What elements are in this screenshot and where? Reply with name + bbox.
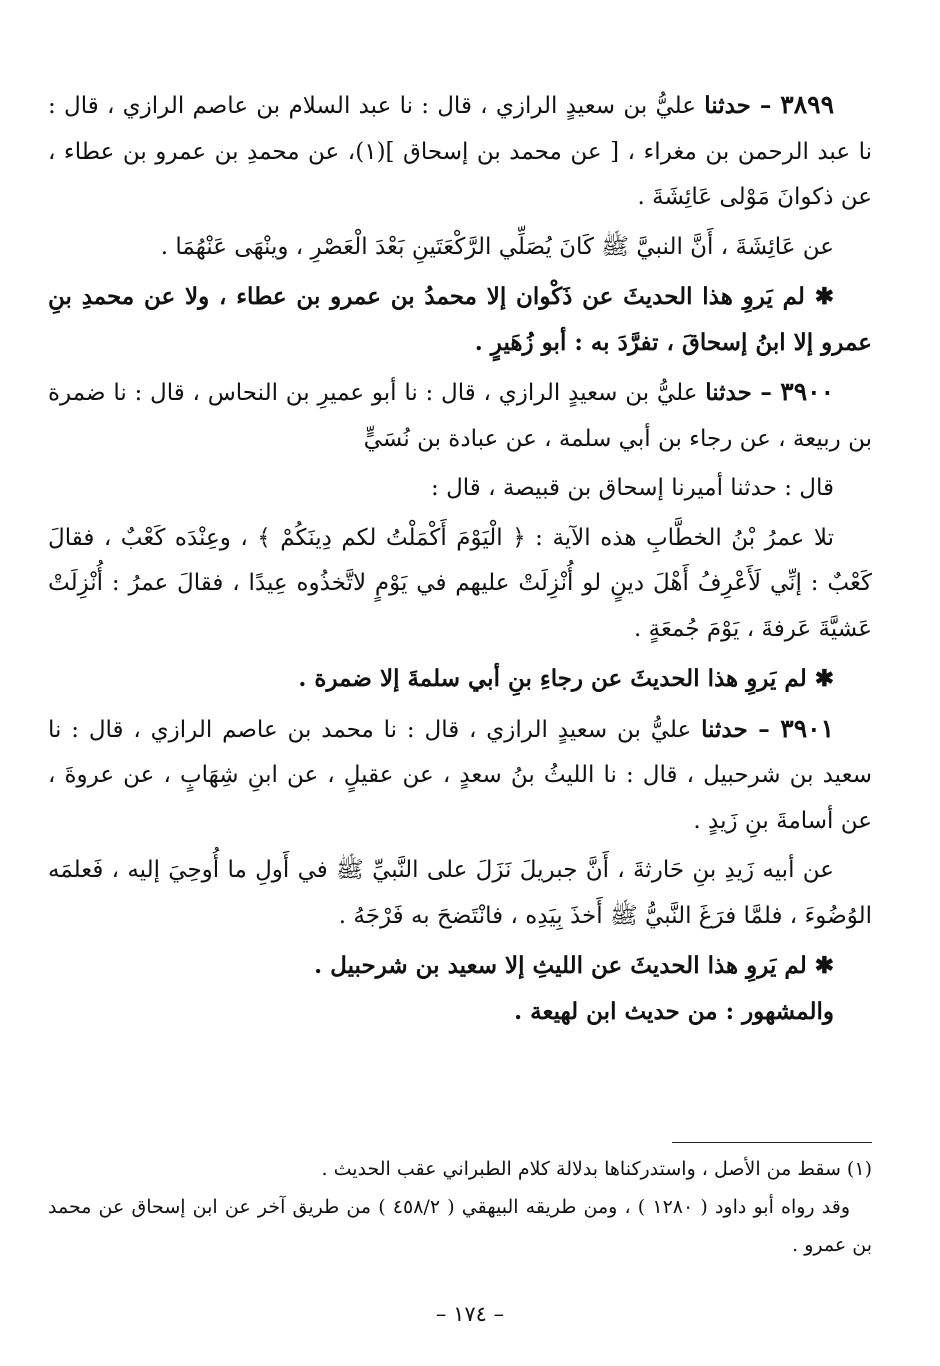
hadith-3901-matn: عن أبيه زَيدِ بنِ حَارثةَ ، أَنَّ جبريلَ نَزَلَ على النَّبيِّ ﷺ في أَولِ ما أُوحِيَ إليه ، فَعلمَه الوُضُوءَ ، فلمَّا فرَغَ النَّبيُّ ﷺ أَخذَ بِيَدِه ، فانْتَضحَ به فَرْجَهُ . (48, 857, 872, 929)
hadith-number: ٣٨٩٩ (780, 90, 835, 119)
hadith-3901-note: والمشهور : من حديث ابن لهيعة . (514, 997, 834, 1025)
hadith-3899-comment: ✱ لم يَروِ هذا الحديثَ عن ذَكْوان إلا محمدُ بن عمرو بن عطاء ، ولا عن محمدِ بنِ عمرو إلا ابنُ إسحاقَ ، تفرَّدَ به : أبو زُهَيرٍ . (48, 283, 872, 356)
footnotes (48, 1150, 872, 1264)
hadith-3900-comment: ✱ لم يَروِ هذا الحديثَ عن رجاءِ بنِ أبي سلمةَ إلا ضمرة . (298, 665, 834, 692)
footnote-divider (672, 1142, 872, 1143)
isnad-text: عليُّ بن سعيدٍ الرازي ، قال : نا عبد السلام بن عاصم الرازي ، قال : نا عبد الرحمن بن مغراء ، [ عن محمد بن إسحاق ](١)، عن محمدِ بن عمرو بن عطاء ، عن ذكوانَ مَوْلى عَائِشَةَ . (48, 93, 873, 210)
page-number: – ١٧٤ – (435, 1302, 505, 1326)
dash: – (750, 92, 781, 119)
hadith-3900-matn: تلا عمرُ بْنُ الخطَّابِ هذه الآية : ﴿ الْيَوْمَ أَكْمَلْتُ لكم دِينَكُمْ ﴾ ، وعِنْدَه كَعْبٌ ، فقالَ كَعْبٌ : إنِّي لَأَعْرِفُ أَهْلَ دينٍ لو أُنْزِلَتْ عليهم في يَوْمٍ لاتَّخذُوه عِيدًا ، فقالَ عمرُ : أُنْزِلَتْ عَشيَّةَ عَرفةَ ، يَوْمَ جُمعَةٍ . (48, 524, 872, 642)
hadith-3899-matn: عن عَائِشَةَ ، أَنَّ النبيَّ ﷺ كَانَ يُصَلِّي الرَّكْعَتَينِ بَعْدَ الْعَصْرِ ، وينْهَى عَنْهُمَا . (160, 233, 834, 260)
hadith-number: ٣٩٠٠ (780, 377, 835, 406)
hadith-3901-comment: ✱ لم يَروِ هذا الحديثَ عن الليثِ إلا سعيد بن شرحبيل . (314, 952, 834, 979)
dash: – (747, 715, 781, 743)
isnad-text: عليُّ بن سعيدٍ الرازي ، قال : نا أبو عميرِ بن النحاس ، قال : نا ضمرة بن ربيعة ، عن رجاء بن أبي سلمة ، عن عبادة بن نُسَيٍّ (48, 380, 872, 452)
haddathana: حدثنا (701, 715, 748, 743)
dash: – (751, 379, 781, 406)
hadith-3899-isnad (48, 82, 872, 221)
hadith-3900-isnad-2: قال : حدثنا أميرنا إسحاق بن قبيصة ، قال : (431, 475, 834, 501)
isnad-text: عليُّ بن سعيدٍ الرازي ، قال : نا محمد بن عاصم الرازي ، قال : نا سعيد بن شرحبيل ، قال : نا الليثُ بنُ سعدٍ ، عن عقيلٍ ، عن ابنِ شِهَابٍ ، عن عروةَ ، عن أسامةَ بنِ زَيدٍ . (48, 716, 872, 834)
hadith-3900-isnad (48, 369, 872, 462)
hadith-3901-isnad (48, 706, 872, 845)
hadith-number: ٣٩٠١ (780, 713, 834, 743)
footnote-2: وقد رواه أبو داود ( ١٢٨٠ ) ، ومن طريقه البيهقي ( ٤٥٨/٢ ) من طريق آخر عن ابن إسحاق عن محمد بن عمرو . (48, 1196, 872, 1256)
footnote-1: (١) سقط من الأصل ، واستدركناها بدلالة كلام الطبراني عقب الحديث . (321, 1158, 872, 1180)
haddathana: حدثنا (704, 92, 751, 119)
haddathana: حدثنا (705, 379, 752, 406)
